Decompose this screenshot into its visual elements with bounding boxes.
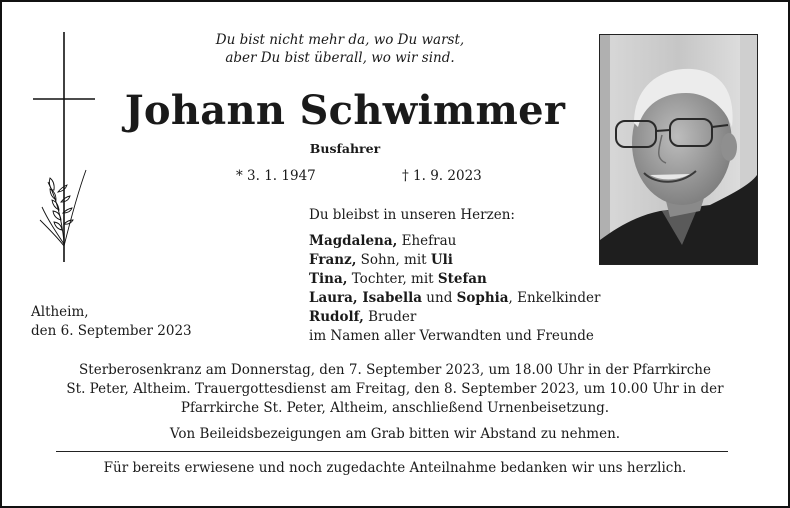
portrait-photo	[599, 34, 758, 265]
place: Altheim,	[31, 304, 89, 320]
mourner-relation: Tochter, mit	[347, 271, 438, 287]
mourner-name: Rudolf,	[309, 309, 364, 325]
mourner-relation: und	[422, 290, 457, 306]
condolence-request: Von Beileidsbezeigungen am Grab bitten wir Abstand zu nehmen.	[169, 426, 621, 442]
service-line-3: Pfarrkirche St. Peter, Altheim, anschließend Urnenbeisetzung.	[180, 400, 610, 416]
notice-date: den 6. September 2023	[31, 323, 192, 339]
mourner-line	[309, 270, 600, 289]
mourner-name: Magdalena,	[309, 233, 398, 249]
mourner-name: Sophia	[456, 290, 509, 306]
mourner-name: Laura, Isabella	[309, 290, 423, 306]
mourner-name: Stefan	[437, 271, 487, 287]
mourners-intro: Du bleibst in unseren Herzen:	[309, 207, 515, 223]
service-line-2: St. Peter, Altheim. Trauergottesdienst am Freitag, den 8. September 2023, um 10.00 Uhr in der	[66, 381, 724, 397]
mourner-relation: Bruder	[363, 309, 417, 325]
mourner-relation: Ehefrau	[397, 233, 457, 249]
mourner-name: Tina,	[309, 271, 348, 287]
mourner-line	[309, 308, 600, 327]
mourner-relation: , Enkelkinder	[508, 290, 601, 306]
mourner-name: Uli	[430, 252, 453, 268]
mourner-line	[309, 327, 600, 346]
thanks-text: Für bereits erwiesene und noch zugedachte Anteilnahme bedanken wir uns herzlich.	[103, 460, 687, 476]
mourner-list	[309, 232, 600, 346]
birth-date: * 3. 1. 1947	[236, 168, 316, 184]
deceased-name: Johann Schwimmer	[124, 87, 566, 134]
mourner-line	[309, 289, 600, 308]
death-date: † 1. 9. 2023	[402, 168, 482, 184]
mourner-line	[309, 251, 600, 270]
quote-line-2: aber Du bist überall, wo wir sind.	[225, 50, 455, 66]
mourner-line	[309, 232, 600, 251]
divider	[56, 451, 728, 452]
mourner-relation: Sohn, mit	[356, 252, 431, 268]
occupation: Busfahrer	[309, 141, 381, 156]
mourner-relation: im Namen aller Verwandten und Freunde	[309, 328, 594, 344]
mourner-name: Franz,	[309, 252, 357, 268]
service-line-1: Sterberosenkranz am Donnerstag, den 7. September 2023, um 18.00 Uhr in der Pfarrkirche	[79, 362, 711, 378]
quote-line-1: Du bist nicht mehr da, wo Du warst,	[215, 32, 465, 48]
